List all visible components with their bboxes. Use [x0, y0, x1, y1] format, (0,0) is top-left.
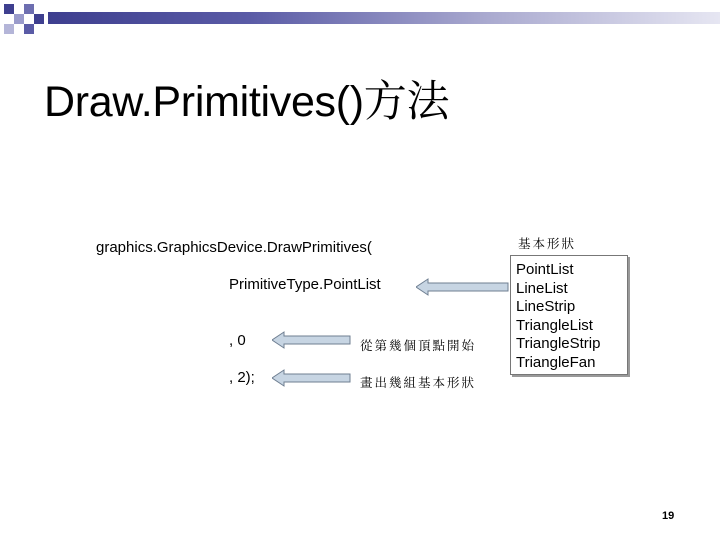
list-item: PointList — [516, 261, 574, 278]
primitive-type-list — [510, 255, 628, 375]
list-item: TriangleStrip — [516, 335, 601, 353]
code-line-primitive-count: , 2); — [229, 369, 255, 386]
code-line-start-vertex: , 0 — [229, 332, 246, 349]
list-item: TriangleFan — [516, 353, 596, 371]
basic-shapes-label: 基本形狀 — [518, 236, 577, 251]
code-line-primitive-type: PrimitiveType.PointList — [229, 276, 381, 293]
list-item: TriangleList — [516, 316, 593, 334]
arrow-to-primitive-type — [416, 278, 510, 296]
list-item: LineStrip — [516, 298, 576, 316]
slide-title: Draw.Primitives()方法 — [44, 78, 450, 126]
draw-count-label: 畫出幾組基本形狀 — [360, 375, 477, 390]
page-number: 19 — [662, 510, 675, 522]
start-vertex-label: 從第幾個頂點開始 — [360, 338, 477, 353]
arrow-to-primitive-count — [272, 369, 352, 387]
arrow-to-start-vertex — [272, 331, 352, 349]
header-band — [48, 12, 720, 24]
checker-decoration — [0, 0, 48, 38]
code-line-call: graphics.GraphicsDevice.DrawPrimitives( — [96, 239, 372, 256]
list-item: LineList — [516, 279, 568, 297]
